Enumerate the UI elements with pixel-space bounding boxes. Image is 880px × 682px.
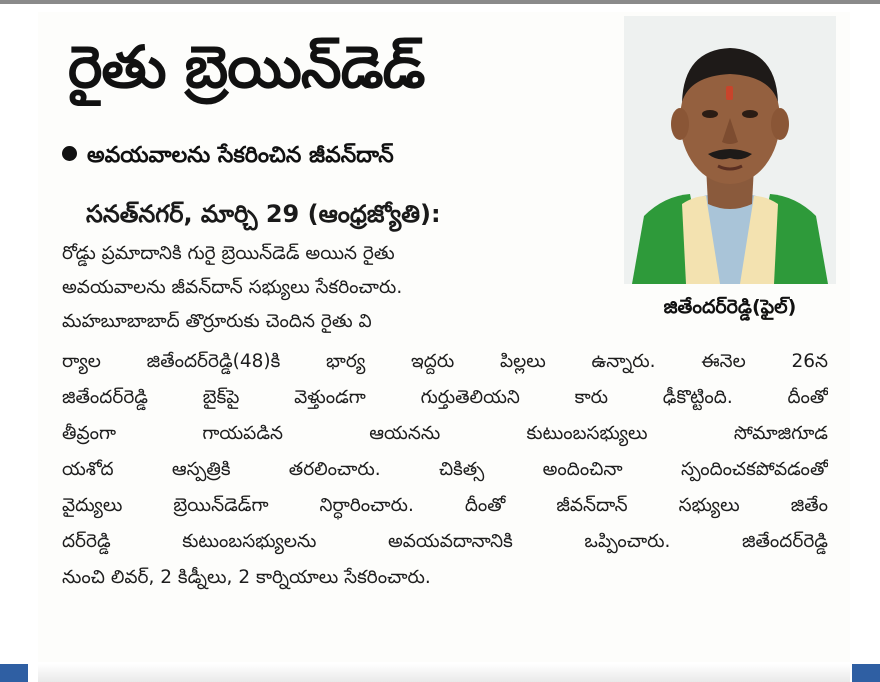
- headline: రైతు బ్రెయిన్‌డెడ్: [68, 33, 425, 101]
- top-rule: [0, 0, 880, 4]
- dateline: సనత్‌నగర్, మార్చి 29 (ఆంధ్రజ్యోతి):: [86, 200, 441, 228]
- body-line: నుంచి లివర్, 2 కిడ్నీలు, 2 కార్నియాలు సేకరించారు.: [62, 567, 431, 588]
- photo-caption: జితేందర్‌రెడ్డి(ఫైల్): [663, 296, 797, 318]
- subheadline-text: అవయవాలను సేకరించిన జీవన్‌దాన్: [87, 143, 394, 168]
- news-clipping: [38, 12, 850, 662]
- body-line: తీవ్రంగా గాయపడిన ఆయనను కుటుంబసభ్యులు సోమాజిగూడ: [62, 423, 828, 444]
- body-line: వైద్యులు బ్రెయిన్‌డెడ్‌గా నిర్ధారించారు. దీంతో జీవన్‌దాన్ సభ్యులు జితేం: [62, 495, 828, 516]
- body-line: ర్యాల జితేందర్‌రెడ్డి(48)కి భార్య ఇద్దరు పిల్లలు ఉన్నారు. ఈనెల 26న: [62, 351, 828, 372]
- body-line: అవయవాలను జీవన్‌దాన్ సభ్యులు సేకరించారు.: [62, 277, 403, 298]
- body-line: రోడ్డు ప్రమాదానికి గురై బ్రెయిన్‌డెడ్ అయిన రైతు: [62, 243, 395, 264]
- body-line: జితేందర్‌రెడ్డి బైక్‌పై వెళ్తుండగా గుర్తుతెలియని కారు ఢీకొట్టింది. దీంతో: [62, 387, 828, 408]
- body-line: దర్‌రెడ్డి కుటుంబసభ్యులను అవయవదానానికి ఒప్పించారు. జితేందర్‌రెడ్డి: [62, 531, 828, 552]
- portrait-photo: [624, 16, 836, 284]
- portrait-illustration: [624, 16, 836, 284]
- bullet-icon: [62, 146, 77, 161]
- bottom-strip: [38, 664, 850, 682]
- body-line: యశోద ఆస్పత్రికి తరలించారు. చికిత్స అందించినా స్పందించకపోవడంతో: [62, 459, 828, 480]
- left-edge-marker: [0, 664, 28, 682]
- body-line: మహబూబాబాద్ తొర్రూరుకు చెందిన రైతు వి: [62, 311, 372, 332]
- right-edge-marker: [852, 664, 880, 682]
- subheadline: [62, 140, 622, 172]
